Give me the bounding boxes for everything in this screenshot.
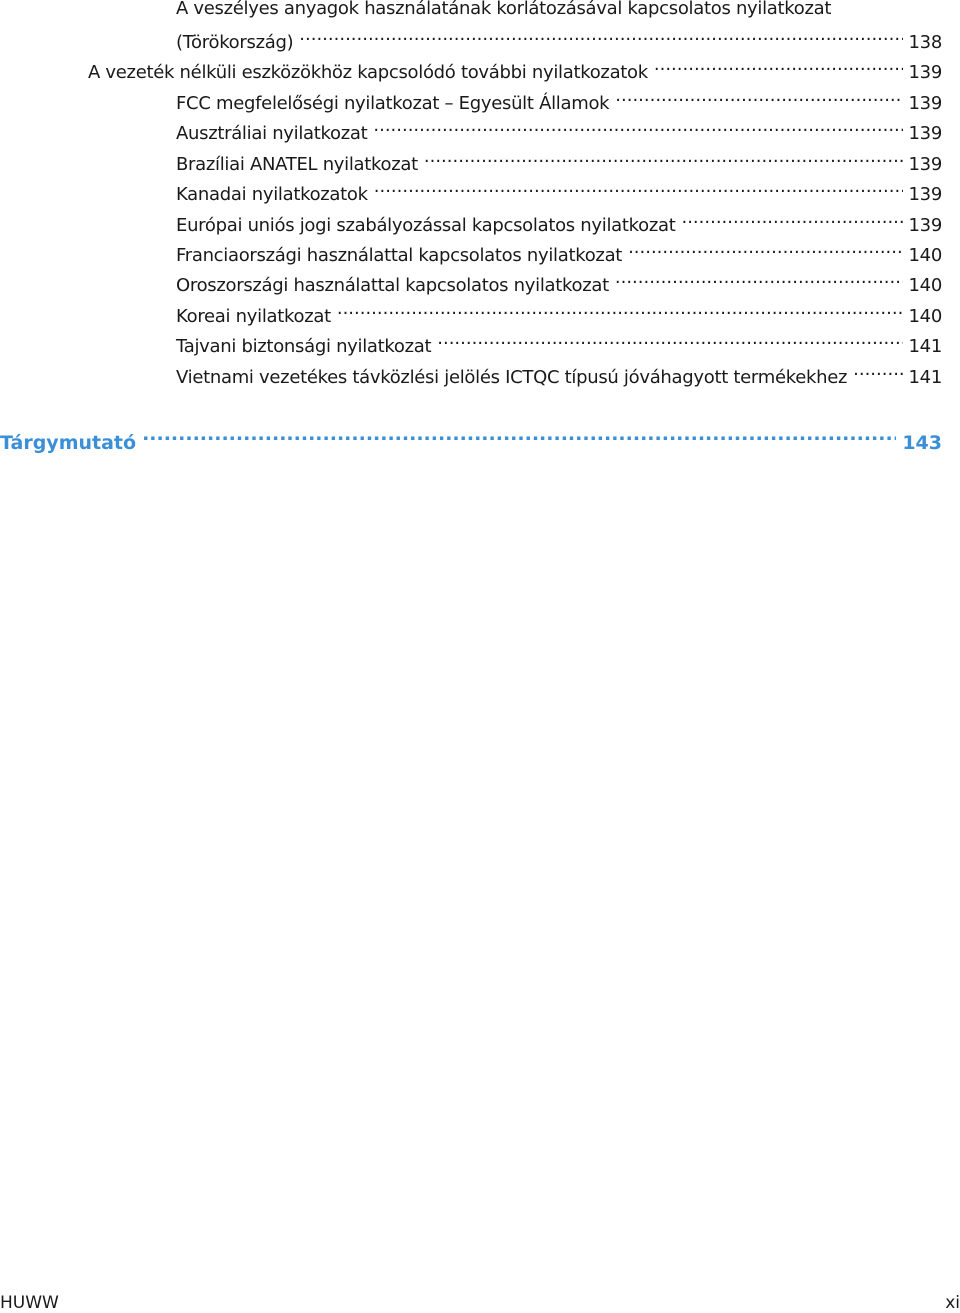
dot-leader [424,144,903,170]
toc-entry[interactable] [176,357,942,388]
toc-entry-title: Ausztráliai nyilatkozat [176,123,368,144]
footer-page-number: xi [945,1293,960,1313]
toc-entry[interactable] [176,83,942,114]
toc-entry-page: 139 [908,154,942,175]
toc-entry-page: 140 [908,245,942,266]
toc-entry[interactable] [176,296,942,327]
dot-leader [374,174,903,200]
toc-chapter-title: Tárgymutató [0,432,137,454]
toc-entry-title: Vietnami vezetékes távközlési jelölés ICTQC típusú jóváhagyott termékekhez [176,367,848,388]
toc-entry-page: 139 [908,123,942,144]
toc-entry-page: 139 [908,184,942,205]
toc-entry[interactable] [88,52,942,83]
toc-entry[interactable] [176,22,942,53]
toc-entry-page: 139 [908,215,942,236]
toc-entry-title: Tajvani biztonsági nyilatkozat [176,336,432,357]
toc-entry-page: 140 [908,306,942,327]
toc-entry[interactable] [176,144,942,175]
toc-chapter-page: 143 [902,432,942,454]
toc-entry-title: Kanadai nyilatkozatok [176,184,368,205]
toc-entry-title: Brazíliai ANATEL nyilatkozat [176,154,418,175]
dot-leader [142,419,896,449]
toc-entry-title: Koreai nyilatkozat [176,306,331,327]
dot-leader [628,235,902,261]
toc-entry-title-continued [176,0,831,22]
toc-entry-title: FCC megfelelőségi nyilatkozat – Egyesült Államok [176,93,610,114]
toc-entry-page: 141 [908,367,942,388]
dot-leader [615,83,902,109]
toc-entry[interactable] [176,235,942,266]
dot-leader [337,296,903,322]
toc-entry[interactable] [176,326,942,357]
toc-entry[interactable] [176,174,942,205]
toc-entry-page: 141 [908,336,942,357]
dot-leader [615,265,903,291]
footer-document-code: HUWW [0,1293,59,1313]
dot-leader [299,22,902,48]
toc-entry-title: Franciaországi használattal kapcsolatos nyilatkozat [176,245,623,266]
toc-chapter-entry[interactable] [0,419,942,454]
toc-entry-title: A veszélyes anyagok használatának korlátozásával kapcsolatos nyilatkozat [176,0,832,19]
dot-leader [373,113,902,139]
toc-entry-page: 139 [908,93,942,114]
toc-entry[interactable] [176,113,942,144]
dot-leader [654,52,903,78]
toc-entry-page: 138 [908,32,942,53]
toc-entry-title: Európai uniós jogi szabályozással kapcsolatos nyilatkozat [176,215,676,236]
dot-leader [437,326,902,352]
toc-entry-page: 139 [908,62,942,83]
dot-leader [853,357,902,383]
toc-entry-title: (Törökország) [176,32,294,53]
toc-entry-page: 140 [908,275,942,296]
toc-entry[interactable] [176,265,942,296]
toc-entry-title: Oroszországi használattal kapcsolatos nyilatkozat [176,275,609,296]
dot-leader [681,205,902,231]
toc-entry[interactable] [176,205,942,236]
toc-entry-title: A vezeték nélküli eszközökhöz kapcsolódó további nyilatkozatok [88,62,648,83]
